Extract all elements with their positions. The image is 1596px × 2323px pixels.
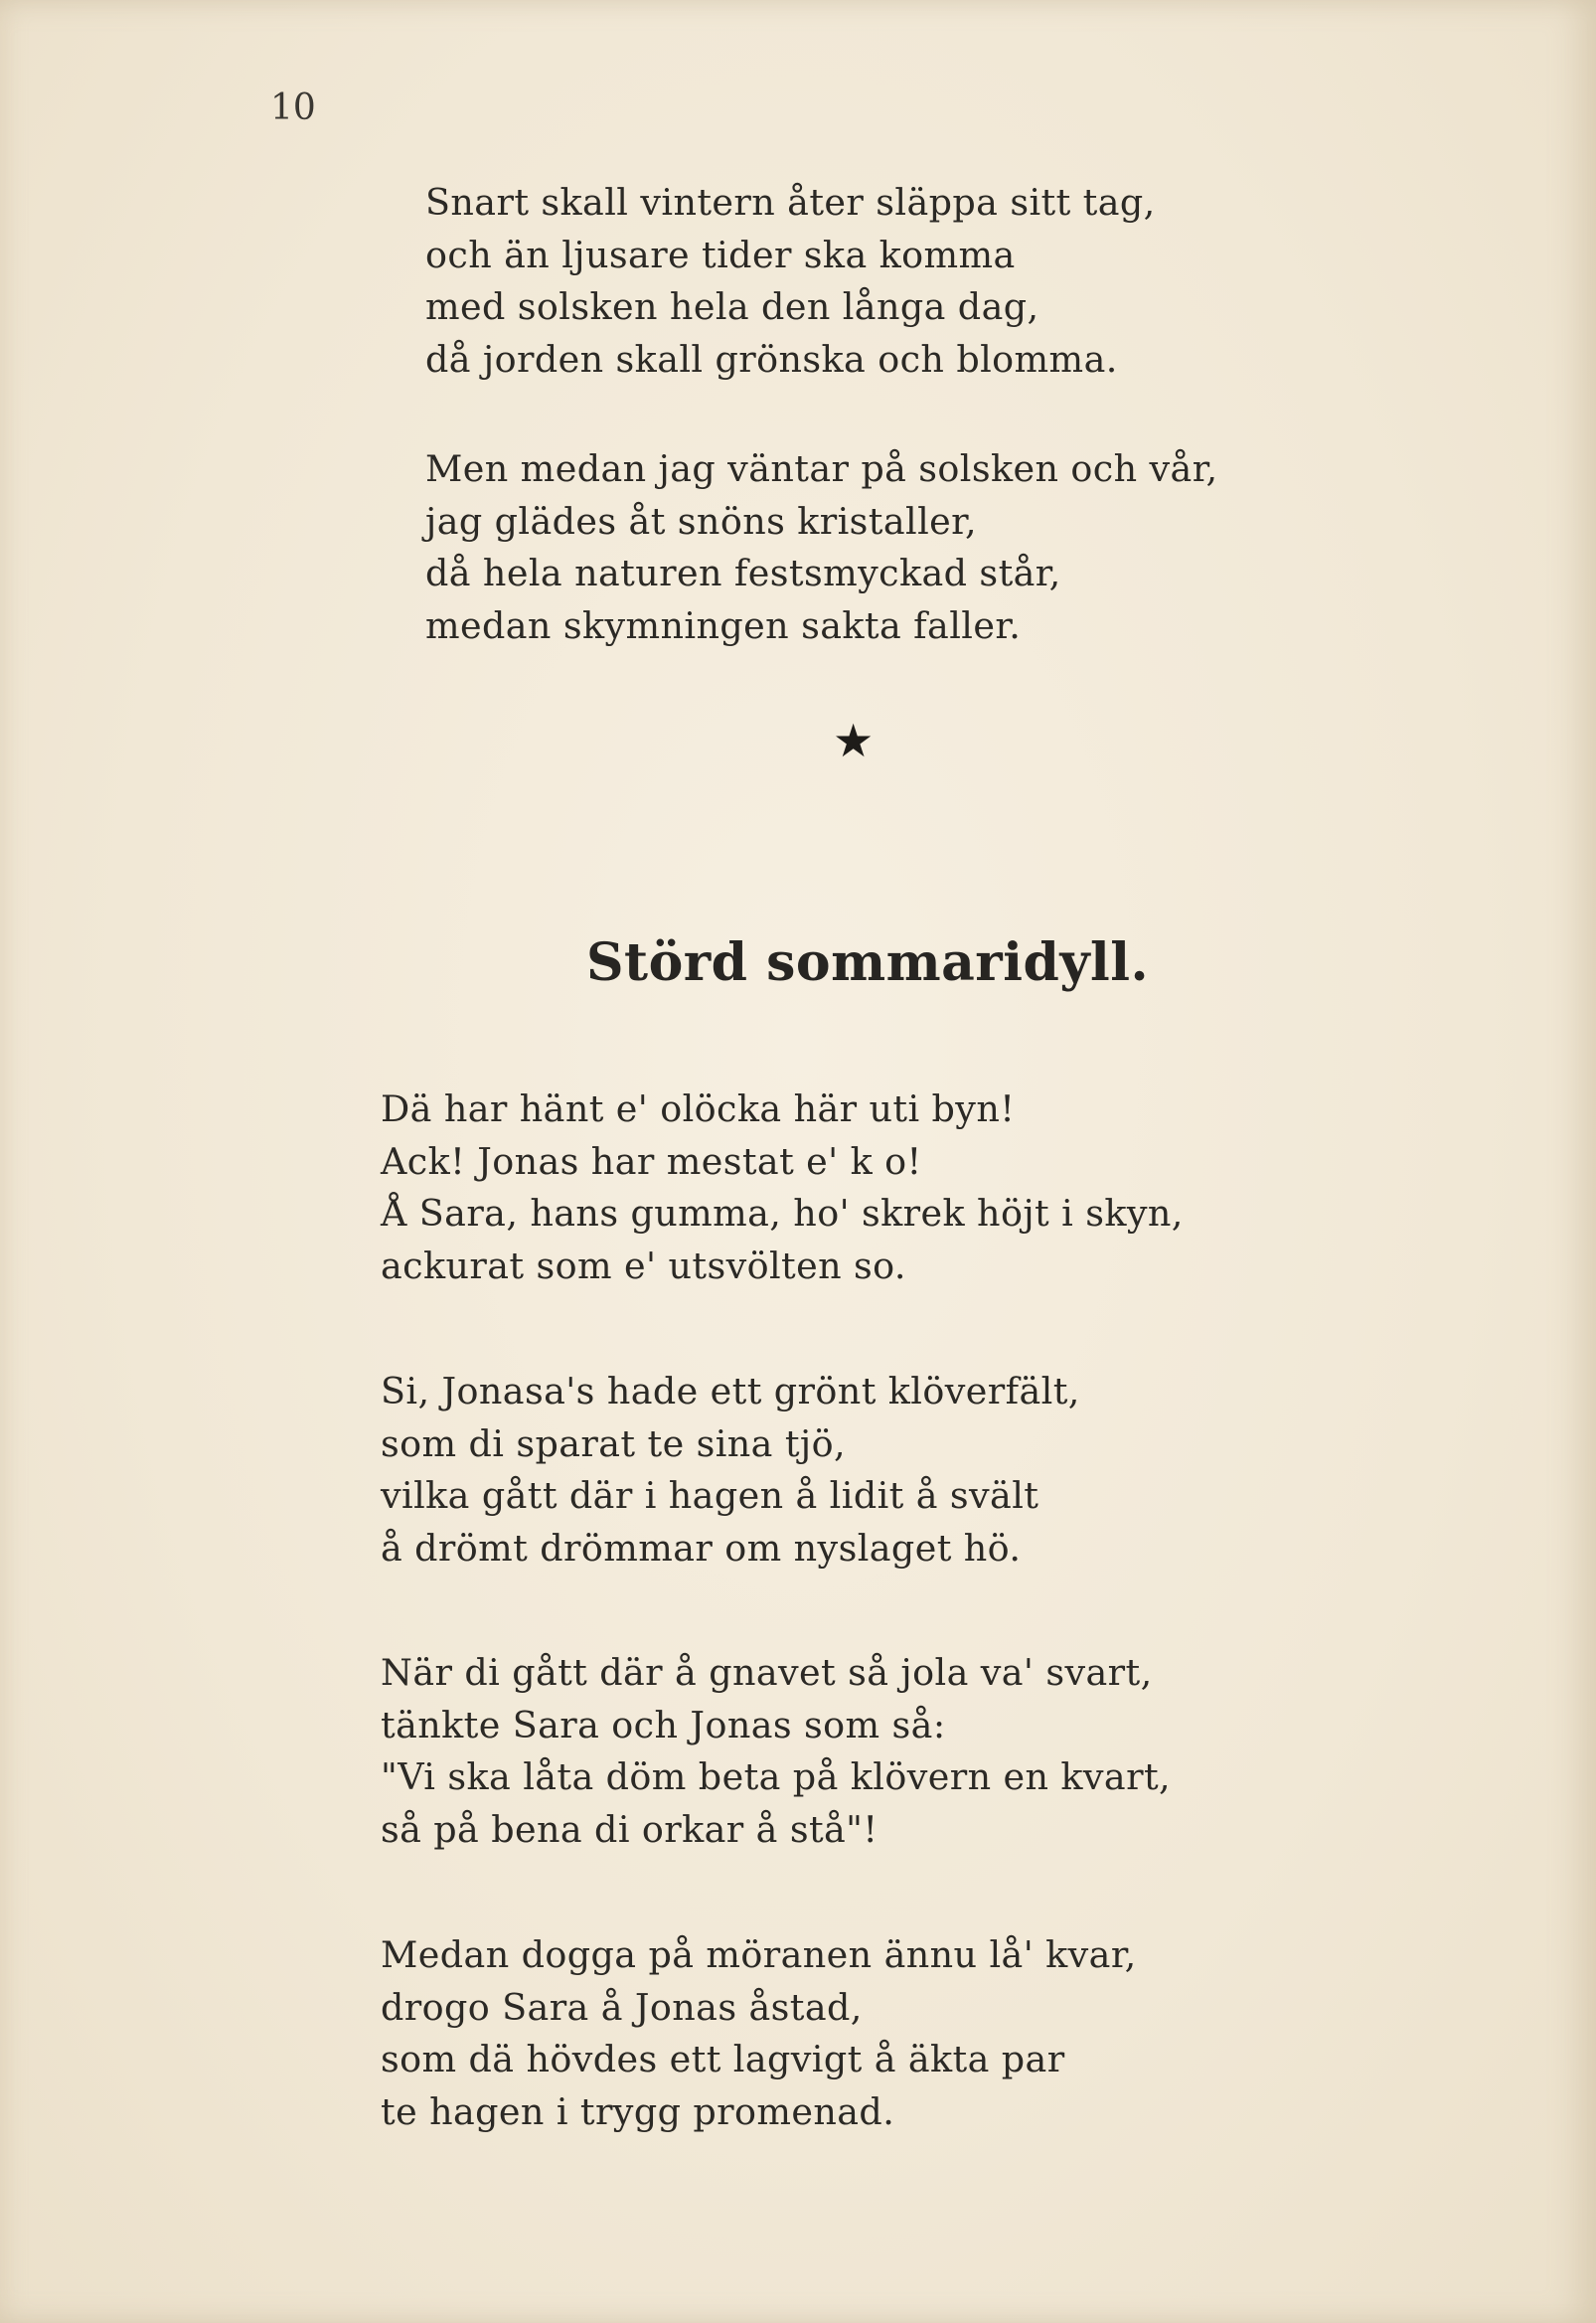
verse-line: Si, Jonasa's hade ett grönt klöverfält,	[381, 1370, 1080, 1412]
verse-line: då jorden skall grönska och blomma.	[425, 337, 1118, 381]
stanza	[381, 1647, 1171, 1856]
stanza	[381, 1366, 1080, 1575]
stanza	[381, 1083, 1184, 1292]
star-separator-icon: ★	[833, 714, 875, 767]
verse-line: tänkte Sara och Jonas som så:	[381, 1703, 946, 1746]
verse-line: Å Sara, hans gumma, ho' skrek höjt i skyn,	[381, 1192, 1184, 1235]
verse-line: Men medan jag väntar på solsken och vår,	[425, 447, 1218, 490]
page-number: 10	[270, 87, 316, 128]
stanza	[425, 177, 1156, 386]
stanza	[381, 1929, 1137, 2138]
verse-line: Snart skall vintern åter släppa sitt tag,	[425, 181, 1156, 224]
verse-line: som dä hövdes ett lagvigt å äkta par	[381, 2038, 1065, 2080]
poem-title: Störd sommaridyll.	[586, 932, 1150, 993]
verse-line: "Vi ska låta döm beta på klövern en kvart,	[381, 1755, 1172, 1798]
verse-line: Ack! Jonas har mestat e' k o!	[381, 1139, 922, 1183]
verse-line: då hela naturen festsmyckad står,	[425, 552, 1061, 594]
verse-line: så på bena di orkar å stå"!	[381, 1807, 878, 1851]
verse-line: Medan dogga på möranen ännu lå' kvar,	[381, 1933, 1137, 1976]
verse-line: drogo Sara å Jonas åstad,	[381, 1985, 863, 2029]
verse-line: ackurat som e' utsvölten so.	[381, 1244, 906, 1287]
stanza	[425, 443, 1218, 652]
verse-line: med solsken hela den långa dag,	[425, 285, 1039, 328]
verse-line: Dä har hänt e' olöcka här uti byn!	[381, 1087, 1016, 1130]
verse-line: som di sparat te sina tjö,	[381, 1421, 847, 1465]
verse-line: medan skymningen sakta faller.	[425, 603, 1022, 647]
verse-line: å drömt drömmar om nyslaget hö.	[381, 1526, 1022, 1570]
verse-line: vilka gått där i hagen å lidit å svält	[381, 1474, 1039, 1517]
verse-line: När di gått där å gnavet så jola va' svart,	[381, 1651, 1153, 1694]
verse-line: te hagen i trygg promenad.	[381, 2089, 895, 2133]
verse-line: jag glädes åt snöns kristaller,	[425, 499, 978, 543]
verse-line: och än ljusare tider ska komma	[425, 233, 1016, 276]
